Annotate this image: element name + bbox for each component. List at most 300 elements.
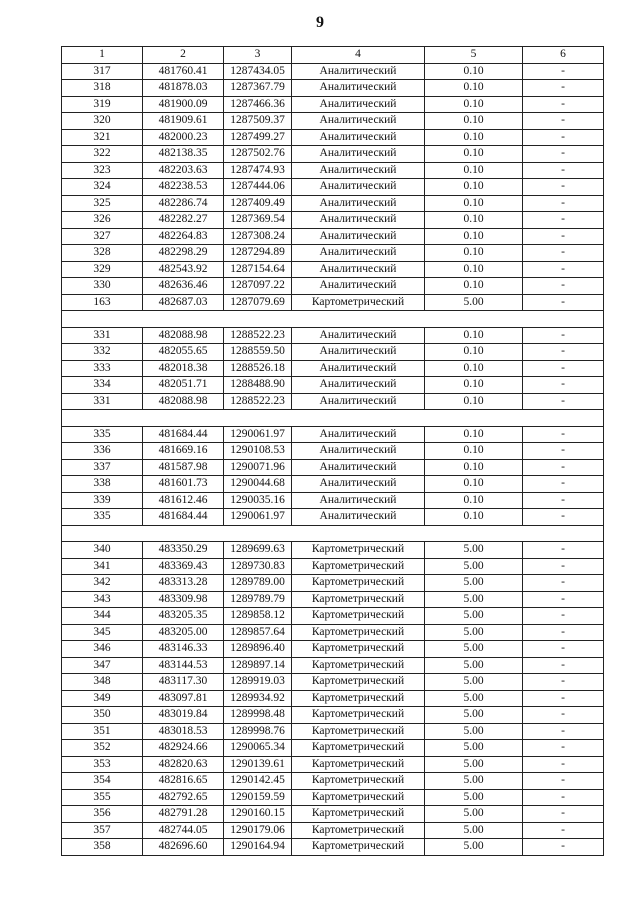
table-cell: Аналитический	[292, 228, 425, 245]
table-cell: -	[523, 558, 604, 575]
table-cell: 481684.44	[143, 509, 224, 526]
table-cell: 338	[62, 476, 143, 493]
table-cell: 334	[62, 377, 143, 394]
table-cell: 0.10	[425, 245, 523, 262]
table-cell: 5.00	[425, 624, 523, 641]
table-cell: 326	[62, 212, 143, 229]
table-row	[62, 162, 604, 179]
coordinates-table	[61, 46, 604, 856]
table-row	[62, 624, 604, 641]
table-cell: 163	[62, 294, 143, 311]
table-cell: 1289857.64	[224, 624, 292, 641]
table-cell: -	[523, 96, 604, 113]
table-header-row	[62, 47, 604, 64]
table-cell: 481900.09	[143, 96, 224, 113]
table-cell: 483146.33	[143, 641, 224, 658]
table-cell: 5.00	[425, 707, 523, 724]
table-cell: -	[523, 443, 604, 460]
table-cell: 0.10	[425, 146, 523, 163]
table-cell: Картометрический	[292, 608, 425, 625]
table-cell: 5.00	[425, 789, 523, 806]
table-cell: Картометрический	[292, 773, 425, 790]
table-cell: 483205.35	[143, 608, 224, 625]
column-header: 6	[523, 47, 604, 64]
table-cell: 482816.65	[143, 773, 224, 790]
table-cell: Картометрический	[292, 294, 425, 311]
table-cell: 482792.65	[143, 789, 224, 806]
table-cell: -	[523, 542, 604, 559]
table-cell: -	[523, 294, 604, 311]
table-cell: 358	[62, 839, 143, 856]
table-cell: 1287509.37	[224, 113, 292, 130]
table-cell: -	[523, 63, 604, 80]
table-cell: 331	[62, 393, 143, 410]
table-cell: Картометрический	[292, 740, 425, 757]
table-cell: 1288522.23	[224, 327, 292, 344]
table-cell: 329	[62, 261, 143, 278]
table-cell: 482051.71	[143, 377, 224, 394]
table-row	[62, 641, 604, 658]
table-row	[62, 96, 604, 113]
column-header: 4	[292, 47, 425, 64]
table-cell: Аналитический	[292, 162, 425, 179]
table-cell: -	[523, 707, 604, 724]
table-cell: 325	[62, 195, 143, 212]
table-cell: 1287434.05	[224, 63, 292, 80]
table-row	[62, 146, 604, 163]
table-cell: 323	[62, 162, 143, 179]
table-cell: Аналитический	[292, 261, 425, 278]
table-cell: Картометрический	[292, 822, 425, 839]
table-cell: -	[523, 492, 604, 509]
table-cell: 340	[62, 542, 143, 559]
table-cell: Картометрический	[292, 674, 425, 691]
table-cell: -	[523, 146, 604, 163]
table-row	[62, 443, 604, 460]
table-cell: Аналитический	[292, 492, 425, 509]
column-header: 5	[425, 47, 523, 64]
table-cell: -	[523, 575, 604, 592]
table-cell: 483018.53	[143, 723, 224, 740]
table-row	[62, 129, 604, 146]
table-cell: -	[523, 789, 604, 806]
table-cell: 1289730.83	[224, 558, 292, 575]
table-cell: Аналитический	[292, 393, 425, 410]
table-cell: 0.10	[425, 80, 523, 97]
table-cell: -	[523, 674, 604, 691]
table-cell: 1290044.68	[224, 476, 292, 493]
table-cell: 1287474.93	[224, 162, 292, 179]
table-cell: 482286.74	[143, 195, 224, 212]
table-cell: 320	[62, 113, 143, 130]
table-cell: -	[523, 162, 604, 179]
table-cell: 354	[62, 773, 143, 790]
table-cell: 481612.46	[143, 492, 224, 509]
table-cell: 5.00	[425, 756, 523, 773]
table-row	[62, 591, 604, 608]
table-cell: 1289858.12	[224, 608, 292, 625]
table-cell: Аналитический	[292, 344, 425, 361]
table-row	[62, 426, 604, 443]
table-row	[62, 707, 604, 724]
table-cell: 482264.83	[143, 228, 224, 245]
table-cell: 5.00	[425, 558, 523, 575]
table-cell: -	[523, 459, 604, 476]
separator-cell	[62, 311, 604, 328]
table-cell: 349	[62, 690, 143, 707]
table-cell: 482088.98	[143, 327, 224, 344]
table-cell: 1289998.48	[224, 707, 292, 724]
table-cell: Картометрический	[292, 591, 425, 608]
table-cell: -	[523, 212, 604, 229]
table-cell: 345	[62, 624, 143, 641]
table-cell: 482696.60	[143, 839, 224, 856]
table-cell: 5.00	[425, 294, 523, 311]
table-cell: 0.10	[425, 476, 523, 493]
table-cell: 483369.43	[143, 558, 224, 575]
table-row	[62, 509, 604, 526]
table-row	[62, 789, 604, 806]
table-cell: Картометрический	[292, 542, 425, 559]
table-cell: 324	[62, 179, 143, 196]
table-cell: 1287466.36	[224, 96, 292, 113]
table-cell: 0.10	[425, 261, 523, 278]
table-cell: 0.10	[425, 96, 523, 113]
table-cell: -	[523, 360, 604, 377]
table-cell: Картометрический	[292, 756, 425, 773]
table-cell: Аналитический	[292, 63, 425, 80]
table-cell: -	[523, 773, 604, 790]
table-cell: Картометрический	[292, 558, 425, 575]
table-cell: 5.00	[425, 641, 523, 658]
table-cell: Картометрический	[292, 707, 425, 724]
table-cell: 482282.27	[143, 212, 224, 229]
table-cell: 333	[62, 360, 143, 377]
table-cell: 1290065.34	[224, 740, 292, 757]
table-cell: 1290139.61	[224, 756, 292, 773]
table-cell: 0.10	[425, 393, 523, 410]
table-cell: 482636.46	[143, 278, 224, 295]
table-body	[62, 63, 604, 855]
table-cell: 1289699.63	[224, 542, 292, 559]
table-cell: Аналитический	[292, 476, 425, 493]
table-cell: 5.00	[425, 839, 523, 856]
table-cell: 1290035.16	[224, 492, 292, 509]
table-cell: 482238.53	[143, 179, 224, 196]
table-cell: 344	[62, 608, 143, 625]
table-cell: 5.00	[425, 773, 523, 790]
table-cell: 0.10	[425, 179, 523, 196]
table-cell: Картометрический	[292, 657, 425, 674]
table-cell: 5.00	[425, 674, 523, 691]
page-number: 9	[316, 14, 324, 31]
table-row	[62, 492, 604, 509]
table-cell: Картометрический	[292, 575, 425, 592]
table-cell: 1288559.50	[224, 344, 292, 361]
table-row	[62, 674, 604, 691]
table-cell: 5.00	[425, 740, 523, 757]
table-cell: 353	[62, 756, 143, 773]
table-cell: 1287369.54	[224, 212, 292, 229]
table-cell: -	[523, 756, 604, 773]
table-cell: 483144.53	[143, 657, 224, 674]
table-cell: 482000.23	[143, 129, 224, 146]
table-cell: 351	[62, 723, 143, 740]
table-cell: Аналитический	[292, 459, 425, 476]
table-cell: Аналитический	[292, 129, 425, 146]
table-row	[62, 756, 604, 773]
column-header: 2	[143, 47, 224, 64]
table-cell: 481669.16	[143, 443, 224, 460]
table-cell: 317	[62, 63, 143, 80]
table-cell: 1288488.90	[224, 377, 292, 394]
table-cell: -	[523, 377, 604, 394]
table-cell: 0.10	[425, 459, 523, 476]
table-row	[62, 608, 604, 625]
table-cell: Аналитический	[292, 360, 425, 377]
table-cell: 481909.61	[143, 113, 224, 130]
table-cell: 5.00	[425, 591, 523, 608]
table-cell: 348	[62, 674, 143, 691]
table-cell: 318	[62, 80, 143, 97]
table-cell: 346	[62, 641, 143, 658]
table-cell: 0.10	[425, 492, 523, 509]
table-cell: 322	[62, 146, 143, 163]
table-cell: 319	[62, 96, 143, 113]
table-cell: 341	[62, 558, 143, 575]
table-row	[62, 657, 604, 674]
column-header: 1	[62, 47, 143, 64]
table-cell: 1289934.92	[224, 690, 292, 707]
table-cell: -	[523, 839, 604, 856]
table-cell: 0.10	[425, 212, 523, 229]
table-cell: Картометрический	[292, 839, 425, 856]
table-cell: Картометрический	[292, 624, 425, 641]
table-row	[62, 360, 604, 377]
table-cell: 483350.29	[143, 542, 224, 559]
table-cell: 0.10	[425, 113, 523, 130]
table-cell: Аналитический	[292, 113, 425, 130]
table-row-separator	[62, 311, 604, 328]
table-cell: 5.00	[425, 542, 523, 559]
table-cell: 330	[62, 278, 143, 295]
table-cell: -	[523, 129, 604, 146]
separator-cell	[62, 525, 604, 542]
table-cell: 336	[62, 443, 143, 460]
table-cell: 347	[62, 657, 143, 674]
table-cell: 1287367.79	[224, 80, 292, 97]
table-cell: 357	[62, 822, 143, 839]
table-row	[62, 542, 604, 559]
table-cell: 482055.65	[143, 344, 224, 361]
table-cell: 1290164.94	[224, 839, 292, 856]
table-cell: 0.10	[425, 63, 523, 80]
table-row	[62, 212, 604, 229]
table-cell: 482298.29	[143, 245, 224, 262]
table-cell: 481760.41	[143, 63, 224, 80]
table-cell: Картометрический	[292, 690, 425, 707]
table-cell: Аналитический	[292, 443, 425, 460]
table-cell: 1290061.97	[224, 509, 292, 526]
column-header: 3	[224, 47, 292, 64]
table-cell: 5.00	[425, 806, 523, 823]
table-cell: 331	[62, 327, 143, 344]
table-cell: 1287499.27	[224, 129, 292, 146]
table-cell: 482744.05	[143, 822, 224, 839]
table-row	[62, 344, 604, 361]
table-cell: Картометрический	[292, 789, 425, 806]
table-cell: 482543.92	[143, 261, 224, 278]
table-row	[62, 558, 604, 575]
table-cell: 5.00	[425, 690, 523, 707]
table-cell: 481684.44	[143, 426, 224, 443]
table-cell: 352	[62, 740, 143, 757]
table-cell: Аналитический	[292, 146, 425, 163]
table-cell: 339	[62, 492, 143, 509]
table-row	[62, 393, 604, 410]
table-row	[62, 261, 604, 278]
table-cell: Картометрический	[292, 641, 425, 658]
table-cell: 483019.84	[143, 707, 224, 724]
table-cell: 337	[62, 459, 143, 476]
table-cell: 328	[62, 245, 143, 262]
table-cell: 332	[62, 344, 143, 361]
table-row	[62, 113, 604, 130]
table-row-separator	[62, 525, 604, 542]
table-cell: 1287154.64	[224, 261, 292, 278]
table-cell: 0.10	[425, 129, 523, 146]
table-cell: 483205.00	[143, 624, 224, 641]
table-cell: -	[523, 426, 604, 443]
table-cell: 1290071.96	[224, 459, 292, 476]
table-cell: 1290108.53	[224, 443, 292, 460]
table-cell: -	[523, 179, 604, 196]
table-cell: -	[523, 624, 604, 641]
table-cell: -	[523, 261, 604, 278]
table-cell: Картометрический	[292, 723, 425, 740]
table-cell: 355	[62, 789, 143, 806]
table-cell: 482924.66	[143, 740, 224, 757]
table-cell: Аналитический	[292, 195, 425, 212]
table-row	[62, 80, 604, 97]
table-cell: 0.10	[425, 228, 523, 245]
table-cell: 0.10	[425, 377, 523, 394]
table-cell: 1288526.18	[224, 360, 292, 377]
table-cell: 482018.38	[143, 360, 224, 377]
table-cell: 1287079.69	[224, 294, 292, 311]
table-cell: 1287409.49	[224, 195, 292, 212]
table-cell: 0.10	[425, 443, 523, 460]
table-cell: 0.10	[425, 360, 523, 377]
table-cell: Аналитический	[292, 80, 425, 97]
table-row	[62, 575, 604, 592]
table-cell: 0.10	[425, 426, 523, 443]
table-cell: 483117.30	[143, 674, 224, 691]
table-cell: -	[523, 641, 604, 658]
table-cell: 1289897.14	[224, 657, 292, 674]
table-cell: 350	[62, 707, 143, 724]
separator-cell	[62, 410, 604, 427]
table-row	[62, 822, 604, 839]
table-cell: 1287308.24	[224, 228, 292, 245]
table-cell: 482203.63	[143, 162, 224, 179]
table-cell: -	[523, 113, 604, 130]
table-row	[62, 723, 604, 740]
table-row	[62, 294, 604, 311]
table-row	[62, 806, 604, 823]
table-cell: 1290179.06	[224, 822, 292, 839]
table-cell: Аналитический	[292, 327, 425, 344]
table-cell: -	[523, 344, 604, 361]
table-row	[62, 773, 604, 790]
table-cell: -	[523, 327, 604, 344]
table-cell: 481878.03	[143, 80, 224, 97]
table-cell: -	[523, 476, 604, 493]
table-cell: 5.00	[425, 608, 523, 625]
table-cell: 356	[62, 806, 143, 823]
table-cell: -	[523, 723, 604, 740]
table-cell: 483309.98	[143, 591, 224, 608]
table-row	[62, 179, 604, 196]
table-cell: 482820.63	[143, 756, 224, 773]
table-cell: 0.10	[425, 278, 523, 295]
table-cell: -	[523, 393, 604, 410]
table-cell: Аналитический	[292, 179, 425, 196]
table-cell: 481587.98	[143, 459, 224, 476]
table-row	[62, 195, 604, 212]
table-cell: 1289919.03	[224, 674, 292, 691]
table-cell: Картометрический	[292, 806, 425, 823]
table-cell: Аналитический	[292, 509, 425, 526]
table-cell: 1287097.22	[224, 278, 292, 295]
table-cell: 1287444.06	[224, 179, 292, 196]
table-cell: 5.00	[425, 822, 523, 839]
table-cell: 343	[62, 591, 143, 608]
table-cell: 1290159.59	[224, 789, 292, 806]
table-cell: -	[523, 806, 604, 823]
table-cell: 1290160.15	[224, 806, 292, 823]
table-cell: Аналитический	[292, 212, 425, 229]
table-cell: -	[523, 740, 604, 757]
table-cell: 1289789.00	[224, 575, 292, 592]
table-cell: 1290061.97	[224, 426, 292, 443]
table-cell: 482687.03	[143, 294, 224, 311]
table-cell: 0.10	[425, 509, 523, 526]
table-cell: -	[523, 278, 604, 295]
table-cell: 5.00	[425, 575, 523, 592]
table-row	[62, 690, 604, 707]
table-cell: 0.10	[425, 162, 523, 179]
table-cell: 482138.35	[143, 146, 224, 163]
table-cell: 483097.81	[143, 690, 224, 707]
table-cell: -	[523, 509, 604, 526]
table-row	[62, 63, 604, 80]
table-cell: -	[523, 822, 604, 839]
table-row	[62, 278, 604, 295]
table-cell: 1289896.40	[224, 641, 292, 658]
table-cell: 1290142.45	[224, 773, 292, 790]
table-row	[62, 228, 604, 245]
table-row	[62, 245, 604, 262]
table-cell: 0.10	[425, 195, 523, 212]
table-cell: 335	[62, 509, 143, 526]
table-cell: -	[523, 195, 604, 212]
table-row	[62, 839, 604, 856]
table-cell: 321	[62, 129, 143, 146]
table-cell: 481601.73	[143, 476, 224, 493]
table-cell: Аналитический	[292, 278, 425, 295]
table-cell: Аналитический	[292, 96, 425, 113]
